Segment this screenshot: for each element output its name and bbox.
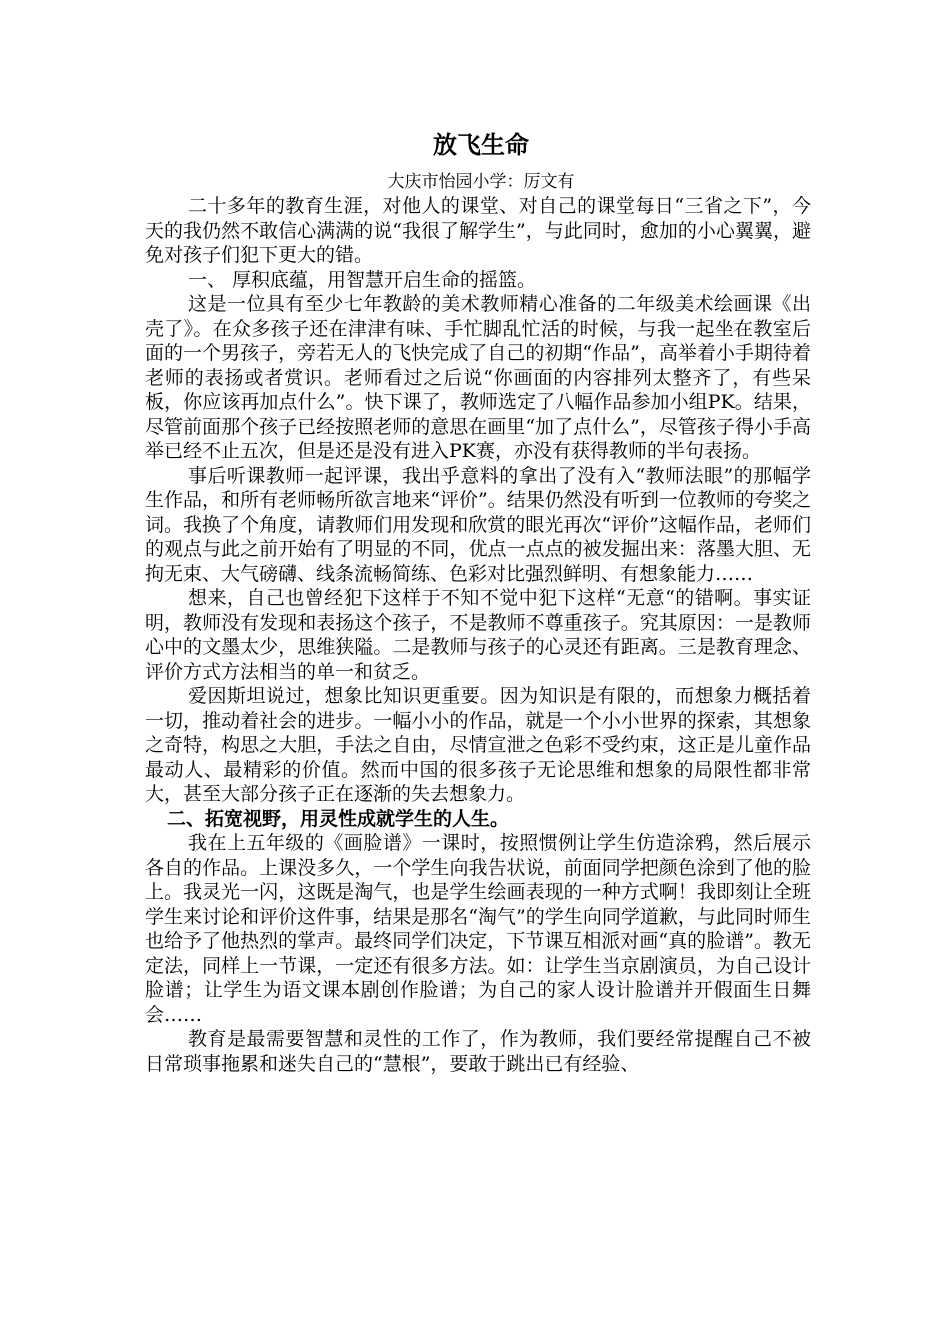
paragraph-story: 这是一位具有至少七年教龄的美术教师精心准备的二年级美术绘画课《出壳了》。在众多孩子还在津津有味、手忙脚乱忙活的时候，与我一起坐在教室后面的一个男孩子，旁若无人的飞快完成了自己的初期“作品”，高举着小手期待着老师的表扬或者赏识。老师看过之后说“你画面的内容排列太整齐了，有些呆板，你应该再加点什么”。快下课了，教师选定了八幅作品参加小组PK。结果，尽管前面那个孩子已经按照老师的意思在画里“加了点什么”，尽管孩子得小手高举已经不止五次，但是还是没有进入PK赛，亦没有获得教师的半句表扬。 xyxy=(145,293,811,462)
section-heading-1: 一、 厚积底蕴，用智慧开启生命的摇篮。 xyxy=(188,268,537,291)
section-heading-2: 二、拓宽视野，用灵性成就学生的人生。 xyxy=(167,807,510,830)
paragraph-wisdom: 教育是最需要智慧和灵性的工作了，作为教师，我们要经常提醒自己不被日常琐事拖累和迷失自己的“慧根”，要敢于跳出已有经验、 xyxy=(145,1028,811,1075)
paragraph-reflection: 想来，自己也曾经犯下这样于不知不觉中犯下这样“无意“的错啊。事实证明，教师没有发现和表扬这个孩子，不是教师不尊重孩子。究其原因：一是教师心中的文墨太少，思维狭隘。二是教师与孩子的心灵还有距离。三是教育理念、评价方式方法相当的单一和贫乏。 xyxy=(145,587,811,683)
document-page xyxy=(145,128,811,1076)
paragraph-einstein: 爱因斯坦说过，想象比知识更重要。因为知识是有限的，而想象力概括着一切，推动着社会的进步。一幅小小的作品，就是一个小小世界的探索，其想象之奇特，构思之大胆，手法之自由，尽情宣泄之色彩不受约束，这正是儿童作品最动人、最精彩的价值。然而中国的很多孩子无论思维和想象的局限性都非常大，甚至大部分孩子正在逐渐的失去想象力。 xyxy=(145,685,811,805)
paragraph-evaluation: 事后听课教师一起评课，我出乎意料的拿出了没有入“教师法眼”的那幅学生作品，和所有老师畅所欲言地来“评价”。结果仍然没有听到一位教师的夸奖之词。我换了个角度，请教师们用发现和欣赏的眼光再次“评价”这幅作品，老师们的观点与此之前开始有了明显的不同，优点一点点的被发掘出来：落墨大胆、无拘无束、大气磅礴、线条流畅简练、色彩对比强烈鲜明、有想象能力…… xyxy=(145,464,811,585)
author-line: 大庆市怡园小学：厉文有 xyxy=(387,172,575,192)
document-title: 放飞生命 xyxy=(433,130,529,159)
paragraph-intro: 二十多年的教育生涯，对他人的课堂、对自己的课堂每日“三省之下”，今天的我仍然不敢信心满满的说“我很了解学生”，与此同时，愈加的小心翼翼，避免对孩子们犯下更大的错。 xyxy=(145,195,811,266)
paragraph-facemask: 我在上五年级的《画脸谱》一课时，按照惯例让学生仿造涂鸦，然后展示各自的作品。上课没多久，一个学生向我告状说，前面同学把颜色涂到了他的脸上。我灵光一闪，这既是淘气，也是学生绘画表现的一种方式啊！我即刻让全班学生来讨论和评价这件事，结果是那名“淘气”的学生向同学道歉，与此同时师生也给予了他热烈的掌声。最终同学们决定，下节课互相派对画“真的脸谱”。教无定法，同样上一节课，一定还有很多方法。如：让学生当京剧演员，为自己设计脸谱；让学生为语文课本剧创作脸谱；为自己的家人设计脸谱并开假面生日舞会…… xyxy=(145,832,811,1026)
